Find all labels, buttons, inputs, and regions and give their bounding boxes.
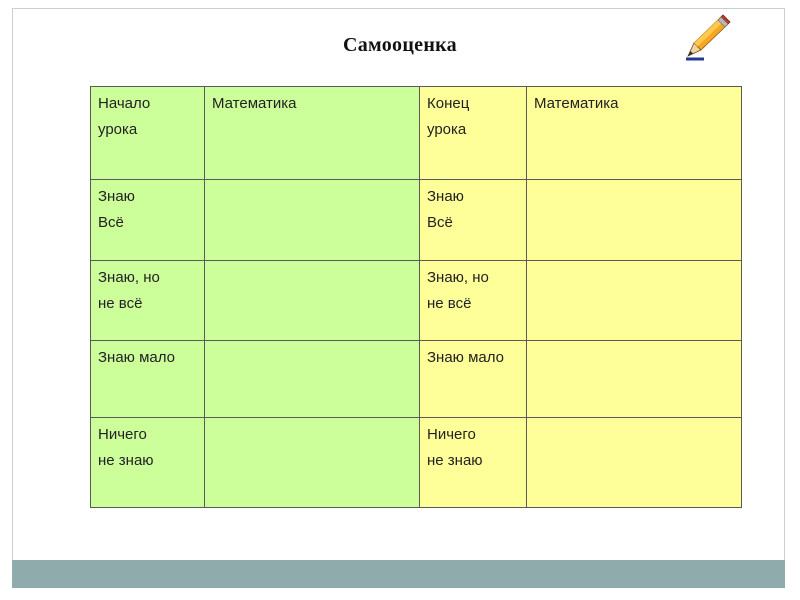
row-label-left: Ничего не знаю xyxy=(91,418,205,508)
answer-cell-end[interactable] xyxy=(527,341,742,418)
header-subject-left: Математика xyxy=(205,87,420,180)
table-row xyxy=(91,261,742,341)
table-row xyxy=(91,180,742,261)
bottom-bar xyxy=(12,560,785,588)
row-label-right: Знаю мало xyxy=(420,341,527,418)
answer-cell-end[interactable] xyxy=(527,418,742,508)
header-subject-right: Математика xyxy=(527,87,742,180)
table-row xyxy=(91,341,742,418)
row-label-right: Знаю, но не всё xyxy=(420,261,527,341)
row-label-left: Знаю мало xyxy=(91,341,205,418)
self-assessment-table xyxy=(90,86,742,508)
pencil-icon xyxy=(682,12,732,62)
row-label-left: Знаю, но не всё xyxy=(91,261,205,341)
answer-cell-start[interactable] xyxy=(205,261,420,341)
answer-cell-start[interactable] xyxy=(205,341,420,418)
table-row xyxy=(91,418,742,508)
table-header-row xyxy=(91,87,742,180)
answer-cell-start[interactable] xyxy=(205,180,420,261)
answer-cell-start[interactable] xyxy=(205,418,420,508)
row-label-right: Знаю Всё xyxy=(420,180,527,261)
header-end-cell: Конец урока xyxy=(420,87,527,180)
header-start-cell: Начало урока xyxy=(91,87,205,180)
page-title: Самооценка xyxy=(343,34,457,56)
row-label-left: Знаю Всё xyxy=(91,180,205,261)
row-label-right: Ничего не знаю xyxy=(420,418,527,508)
answer-cell-end[interactable] xyxy=(527,180,742,261)
answer-cell-end[interactable] xyxy=(527,261,742,341)
